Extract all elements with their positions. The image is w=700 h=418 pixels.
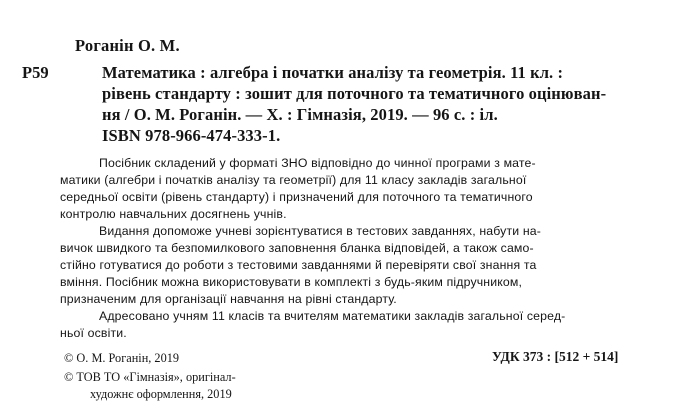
abstract-line: ньої освіти.: [60, 326, 127, 340]
abstract-line: контролю навчальних досягнень учнів.: [60, 207, 287, 221]
abstract-line: середньої освіти (рівень стандарту) і призначений для поточного та тематичного: [60, 190, 533, 204]
copyright-author: © О. М. Роганін, 2019: [64, 351, 180, 365]
author-heading: Роганін О. М.: [75, 36, 180, 55]
copyright-publisher-line-1: © ТОВ ТО «Гімназія», оригінал-: [64, 370, 236, 384]
abstract-line: матики (алгебри і початків аналізу та геометрії) для 11 класу закладів загальної: [60, 173, 527, 187]
abstract-line: Адресовано учням 11 класів та вчителям математики закладів загальної серед-: [99, 309, 566, 323]
bibliographic-line-3: ня / О. М. Роганін. — Х. : Гімназія, 2019. — 96 с. : іл.: [102, 105, 498, 124]
bibliographic-line-1: Математика : алгебра і початки аналізу та геометрія. 11 кл. :: [102, 63, 564, 82]
abstract-line: призначеним для організації навчання на рівні стандарту.: [60, 292, 397, 306]
abstract-line: стійно готуватися до роботи з тестовими завданнями й перевіряти свої знання та: [60, 258, 537, 272]
abstract-line: вміння. Посібник можна використовувати в комплекті з будь-яким підручником,: [60, 275, 523, 289]
abstract-line: Видання допоможе учневі зорієнтуватися в тестових завданнях, набути на-: [99, 224, 542, 238]
isbn-line: ISBN 978-966-474-333-1.: [102, 126, 281, 145]
udc-code: УДК 373 : [512 + 514]: [492, 349, 619, 364]
abstract-line: вичок швидкого та безпомилкового заповнення бланка відповідей, а також само-: [60, 241, 534, 255]
class-code: Р59: [22, 63, 49, 82]
bibliographic-line-2: рівень стандарту : зошит для поточного та тематичного оцінюван-: [102, 84, 607, 103]
abstract-line: Посібник складений у форматі ЗНО відповідно до чинної програми з мате-: [99, 156, 536, 170]
copyright-publisher-line-2: художнє оформлення, 2019: [90, 387, 232, 401]
